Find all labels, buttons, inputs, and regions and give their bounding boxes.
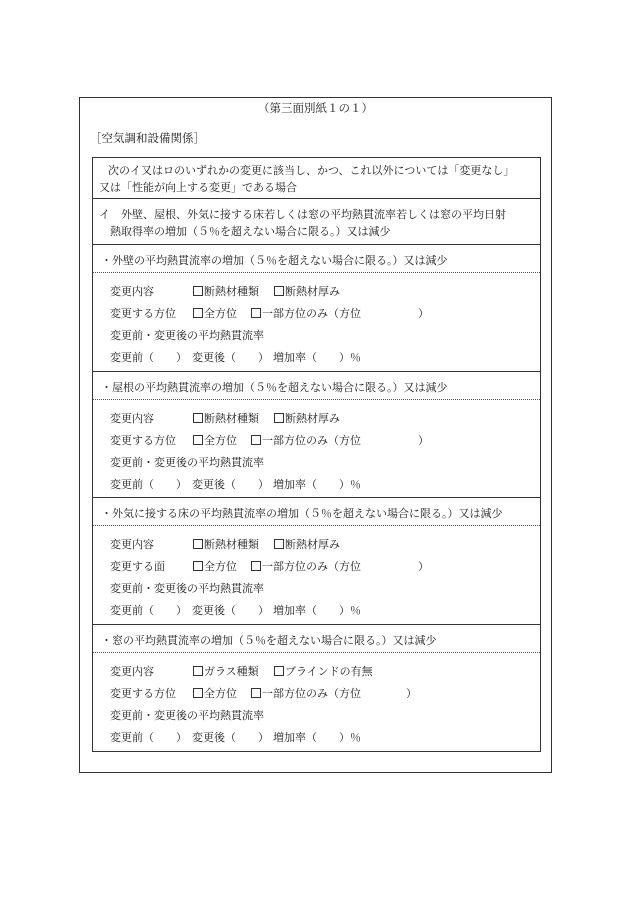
scope-label: 変更する方位 (110, 687, 176, 700)
rate-value[interactable]: 増加率（ ）％ (273, 478, 361, 491)
section-label: ［空気調和設備関係］ (90, 131, 205, 145)
checkbox-icon[interactable] (193, 666, 203, 676)
scope-close: ） (418, 434, 429, 447)
checkbox-partial-directions[interactable] (251, 685, 361, 701)
checkbox-icon[interactable] (251, 561, 261, 571)
checkbox-all-directions[interactable] (193, 558, 237, 574)
checkbox-partial-directions[interactable] (251, 558, 361, 574)
checkbox-option-2[interactable] (274, 663, 373, 679)
checkbox-all-directions[interactable] (193, 432, 237, 448)
before-value[interactable]: 変更前（ ） (110, 731, 187, 744)
group-heading (93, 498, 540, 526)
checkbox-icon[interactable] (193, 435, 203, 445)
after-value[interactable]: 変更後（ ） (192, 731, 269, 744)
rate-value[interactable]: 増加率（ ）％ (273, 351, 361, 364)
scope-close: ） (418, 560, 429, 573)
option-2-label: 断熱材厚み (285, 412, 340, 425)
checkbox-option-2[interactable] (274, 536, 340, 552)
checkbox-icon[interactable] (193, 561, 203, 571)
checkbox-option-2[interactable] (274, 410, 340, 426)
form-frame (79, 97, 552, 773)
group-heading (93, 625, 540, 653)
rate-value[interactable]: 増加率（ ）％ (273, 731, 361, 744)
group-heading (93, 372, 540, 400)
checkbox-icon[interactable] (193, 413, 203, 423)
item-a-line-1: イ 外壁、屋根、外気に接する床若しくは窓の平均熱貫流率若しくは窓の平均日射 (99, 208, 506, 221)
intro-line-1: 次のイ又はロのいずれかの変更に該当し、かつ、これ以外については「変更なし」 (108, 164, 515, 177)
checkbox-all-directions[interactable] (193, 305, 237, 321)
checkbox-option-1[interactable] (193, 663, 259, 679)
group-heading-text: ・屋根の平均熱貫流率の増加（５％を超えない場合に限る。）又は減少 (101, 381, 448, 394)
checkbox-icon[interactable] (274, 666, 284, 676)
scope-label: 変更する方位 (110, 307, 176, 320)
form-title: （第三面別紙１の１） (258, 101, 373, 115)
checkbox-icon[interactable] (274, 413, 284, 423)
scope-all-label: 全方位 (204, 434, 237, 447)
item-a-cell (93, 199, 540, 245)
group-heading-text: ・外気に接する床の平均熱貫流率の増加（５％を超えない場合に限る。）又は減少 (101, 507, 503, 520)
option-1-label: 断熱材種類 (204, 285, 259, 298)
content-label: 変更内容 (110, 412, 154, 425)
checkbox-all-directions[interactable] (193, 685, 237, 701)
checkbox-option-1[interactable] (193, 536, 259, 552)
group-walls (93, 245, 540, 372)
checkbox-icon[interactable] (274, 286, 284, 296)
checkbox-option-1[interactable] (193, 283, 259, 299)
checkbox-option-1[interactable] (193, 410, 259, 426)
option-2-label: 断熱材厚み (285, 538, 340, 551)
value-title: 変更前・変更後の平均熱貫流率 (110, 456, 264, 469)
checkbox-partial-directions[interactable] (251, 305, 361, 321)
item-a-line-2: 熱取得率の増加（５％を超えない場合に限る。）又は減少 (110, 225, 391, 238)
scope-label: 変更する面 (110, 560, 165, 573)
scope-all-label: 全方位 (204, 560, 237, 573)
after-value[interactable]: 変更後（ ） (192, 351, 269, 364)
intro-line-2: 又は「性能が向上する変更」である場合 (99, 181, 297, 194)
content-label: 変更内容 (110, 285, 154, 298)
checkbox-icon[interactable] (193, 688, 203, 698)
main-table (92, 157, 541, 752)
scope-part-label: 一部方位のみ（方位 (262, 560, 361, 573)
option-1-label: 断熱材種類 (204, 538, 259, 551)
checkbox-option-2[interactable] (274, 283, 340, 299)
checkbox-icon[interactable] (251, 435, 261, 445)
checkbox-partial-directions[interactable] (251, 432, 361, 448)
scope-close: ） (418, 307, 429, 320)
intro-cell (93, 158, 540, 199)
option-2-label: 断熱材厚み (285, 285, 340, 298)
group-heading-text: ・窓の平均熱貫流率の増加（５％を超えない場合に限る。）又は減少 (101, 634, 437, 647)
scope-part-label: 一部方位のみ（方位 (262, 687, 361, 700)
value-title: 変更前・変更後の平均熱貫流率 (110, 709, 264, 722)
scope-all-label: 全方位 (204, 307, 237, 320)
option-2-label: ブラインドの有無 (285, 665, 373, 678)
group-roof (93, 372, 540, 498)
option-1-label: ガラス種類 (204, 665, 259, 678)
value-title: 変更前・変更後の平均熱貫流率 (110, 329, 264, 342)
before-value[interactable]: 変更前（ ） (110, 351, 187, 364)
checkbox-icon[interactable] (251, 688, 261, 698)
checkbox-icon[interactable] (274, 539, 284, 549)
before-value[interactable]: 変更前（ ） (110, 478, 187, 491)
group-windows (93, 625, 540, 751)
before-value[interactable]: 変更前（ ） (110, 604, 187, 617)
checkbox-icon[interactable] (193, 539, 203, 549)
group-heading-text: ・外壁の平均熱貫流率の増加（５％を超えない場合に限る。）又は減少 (101, 254, 448, 267)
rate-value[interactable]: 増加率（ ）％ (273, 604, 361, 617)
scope-close: ） (406, 687, 417, 700)
scope-all-label: 全方位 (204, 687, 237, 700)
option-1-label: 断熱材種類 (204, 412, 259, 425)
group-floor (93, 498, 540, 625)
checkbox-icon[interactable] (193, 308, 203, 318)
content-label: 変更内容 (110, 538, 154, 551)
after-value[interactable]: 変更後（ ） (192, 478, 269, 491)
after-value[interactable]: 変更後（ ） (192, 604, 269, 617)
scope-label: 変更する方位 (110, 434, 176, 447)
checkbox-icon[interactable] (193, 286, 203, 296)
checkbox-icon[interactable] (251, 308, 261, 318)
scope-part-label: 一部方位のみ（方位 (262, 434, 361, 447)
value-title: 変更前・変更後の平均熱貫流率 (110, 582, 264, 595)
group-heading (93, 245, 540, 273)
scope-part-label: 一部方位のみ（方位 (262, 307, 361, 320)
content-label: 変更内容 (110, 665, 154, 678)
